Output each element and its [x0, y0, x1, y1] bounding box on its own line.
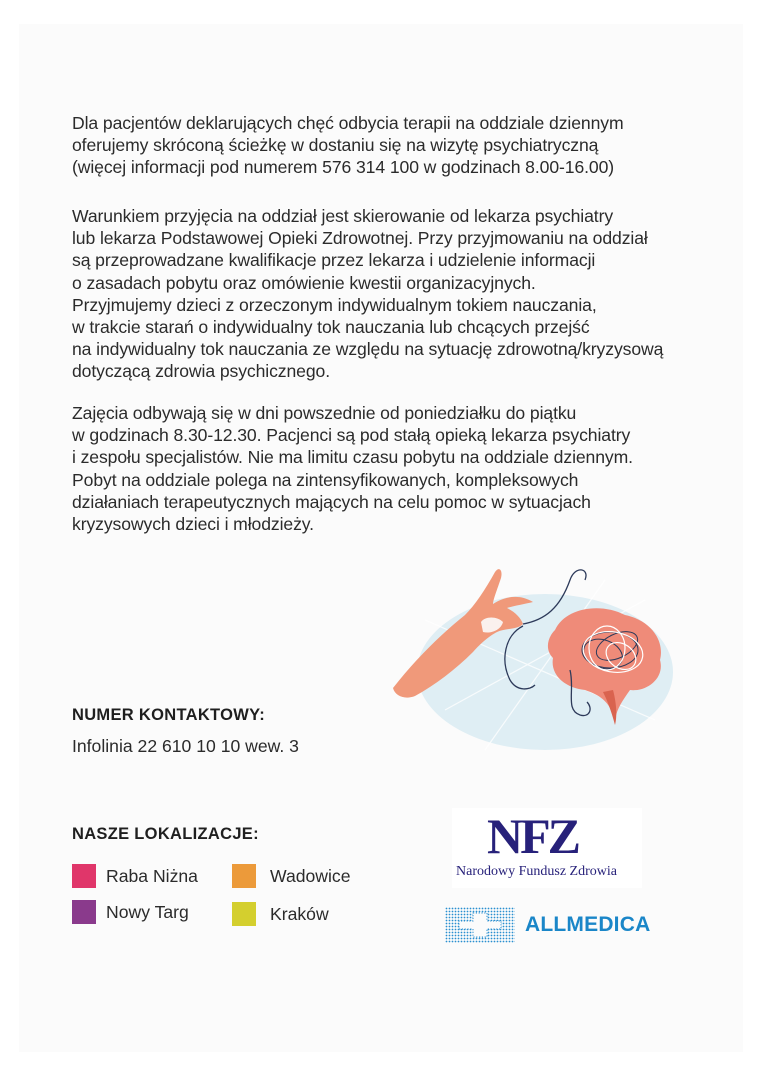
location-label: Wadowice [270, 865, 351, 886]
location-item-raba-nizna [72, 864, 198, 888]
location-item-nowy-targ [72, 900, 189, 924]
hand-untangling-brain-illustration [385, 560, 685, 760]
allmedica-logo [445, 907, 650, 943]
locations-heading: NASZE LOKALIZACJE: [72, 825, 259, 843]
location-color-swatch [232, 864, 256, 888]
allmedica-logo-text: ALLMEDICA [525, 913, 651, 936]
location-label: Raba Niżna [106, 865, 198, 886]
medical-cross-dots-icon [445, 907, 515, 943]
nfz-logo [452, 808, 642, 888]
admission-paragraph: Warunkiem przyjęcia na oddział jest skierowanie od lekarza psychiatry lub lekarza Podstawowej Opieki Zdrowotnej. Przy przyjmowaniu na oddział są przeprowadzane kwalifikacje przez lekarza i udzielenie informacji o zasadach pobytu oraz omówienie kwestii organizacyjnych. Przyjmujemy dzieci z orzeczonym indywidualnym tokiem nauczania, w trakcie starań o indywidualny tok nauczania lub chcących przejść na indywidualny tok nauczania ze względu na sytuację zdrowotną/kryzysową dotyczącą zdrowia psychicznego. [72, 206, 664, 382]
location-color-swatch [72, 864, 96, 888]
location-label: Kraków [270, 903, 329, 924]
contact-heading: NUMER KONTAKTOWY: [72, 706, 265, 724]
intro-paragraph: Dla pacjentów deklarujących chęć odbycia terapii na oddziale dziennym oferujemy skróconą ścieżkę w dostaniu się na wizytę psychiatryczną (więcej informacji pod numerem 576 314 100 w godzinach 8.00-16.00) [72, 113, 624, 178]
location-color-swatch [72, 900, 96, 924]
location-color-swatch [232, 902, 256, 926]
contact-phone: Infolinia 22 610 10 10 wew. 3 [72, 736, 299, 756]
location-label: Nowy Targ [106, 901, 189, 922]
schedule-paragraph: Zajęcia odbywają się w dni powszednie od poniedziałku do piątku w godzinach 8.30-12.30. Pacjenci są pod stałą opieką lekarza psychiatry i zespołu specjalistów. Nie ma limitu czasu pobytu na oddziale dziennym. Pobyt na oddziale polega na zintensyfikowanych, kompleksowych działaniach terapeutycznych mających na celu pomoc w sytuacjach kryzysowych dzieci i młodzieży. [72, 403, 633, 535]
nfz-logo-abbr: NFZ [487, 808, 578, 864]
location-item-krakow [232, 902, 329, 926]
nfz-logo-full-name: Narodowy Fundusz Zdrowia [456, 864, 617, 879]
location-item-wadowice [232, 864, 351, 888]
